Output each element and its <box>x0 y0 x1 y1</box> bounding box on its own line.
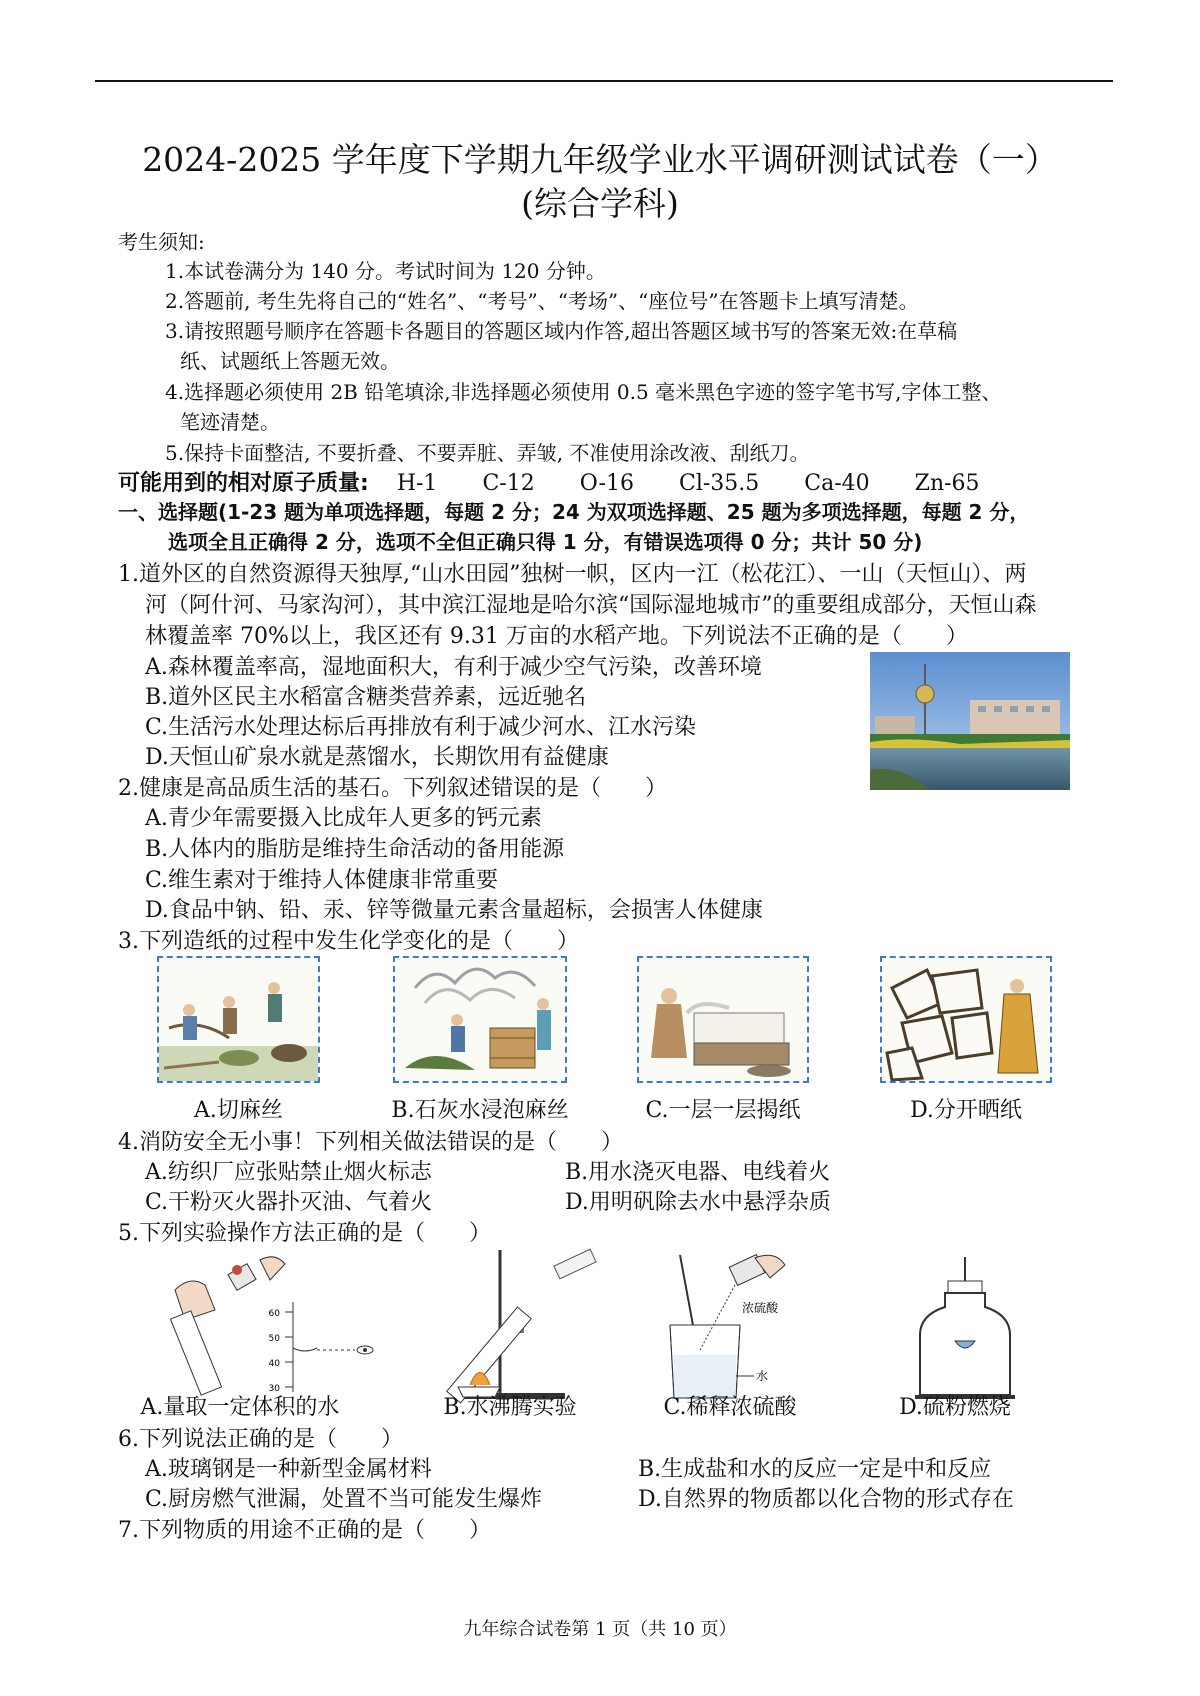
notice-item: 5.保持卡面整洁, 不要折叠、不要弄脏、弄皱, 不准使用涂改液、刮纸刀。 <box>165 441 810 465</box>
question-1-stem: 河（阿什河、马家沟河），其中滨江湿地是哈尔滨“国际湿地城市”的重要组成部分，天恒山森 <box>145 593 1037 618</box>
q3-caption-d: D.分开晒纸 <box>910 1098 1022 1123</box>
dilute-acid-image <box>660 1250 810 1405</box>
cylinder-tick: 30 <box>268 1384 280 1394</box>
question-2-option-b: B.人体内的脂肪是维持生命活动的备用能源 <box>145 837 565 862</box>
atomic-mass: O-16 <box>579 471 634 496</box>
wetland-city-photo <box>870 652 1070 790</box>
question-2-option-c: C.维生素对于维持人体健康非常重要 <box>145 868 499 893</box>
question-1-stem: 1.道外区的自然资源得天独厚,“山水田园”独树一帜，区内一江（松花江）、一山（天恒山）、两 <box>118 562 1027 587</box>
question-2-option-a: A.青少年需要摄入比成年人更多的钙元素 <box>145 806 542 831</box>
boiling-experiment-image <box>440 1245 610 1405</box>
atomic-mass: Cl-35.5 <box>678 471 760 496</box>
notice-item: 笔迹清楚。 <box>180 410 280 434</box>
notice-item: 纸、试题纸上答题无效。 <box>180 349 400 373</box>
cylinder-tick: 60 <box>268 1309 280 1319</box>
question-4-option-c: C.干粉灭火器扑灭油、气着火 <box>145 1190 433 1215</box>
notice-item: 3.请按照题号顺序在答题卡各题目的答题区域内作答,超出答题区域书写的答案无效:在草稿 <box>165 319 958 343</box>
atomic-mass: C-12 <box>482 471 535 496</box>
atomic-mass: Ca-40 <box>804 471 870 496</box>
question-1-stem: 林覆盖率 70%以上，我区还有 9.31 万亩的水稻产地。下列说法不正确的是（ ） <box>145 624 968 649</box>
atomic-masses <box>118 466 980 497</box>
question-5-stem: 5.下列实验操作方法正确的是（ ） <box>118 1221 491 1246</box>
papermaking-soaking-image <box>393 956 567 1083</box>
q5-caption-b: B.水沸腾实验 <box>443 1395 577 1420</box>
atomic-masses-label: 可能用到的相对原子质量: <box>118 471 369 496</box>
top-rule <box>95 80 1113 82</box>
question-6-stem: 6.下列说法正确的是（ ） <box>118 1427 403 1452</box>
notice-item: 2.答题前, 考生先将自己的“姓名”、“考号”、“考场”、“座位号”在答题卡上填写清楚。 <box>165 289 919 313</box>
q5-caption-d: D.硫粉燃烧 <box>899 1395 1011 1420</box>
papermaking-cutting-image <box>157 956 320 1083</box>
question-4-option-b: B.用水浇灭电器、电线着火 <box>565 1160 831 1185</box>
notice-item: 1.本试卷满分为 140 分。考试时间为 120 分钟。 <box>165 259 606 283</box>
atomic-mass: Zn-65 <box>914 471 980 496</box>
cylinder-tick: 50 <box>268 1334 280 1344</box>
notice-heading: 考生须知: <box>118 230 205 254</box>
question-2-option-d: D.食品中钠、铅、汞、锌等微量元素含量超标，会损害人体健康 <box>145 898 763 923</box>
question-4-option-a: A.纺织厂应张贴禁止烟火标志 <box>145 1160 432 1185</box>
section-heading: 一、选择题(1-23 题为单项选择题，每题 2 分；24 为双项选择题、25 题为多项选择题，每题 2 分， <box>118 500 1030 524</box>
question-1-option-c: C.生活污水处理达标后再排放有利于减少河水、江水污染 <box>145 715 697 740</box>
papermaking-drying-image <box>880 956 1052 1083</box>
atomic-mass: H-1 <box>396 471 438 496</box>
question-6-option-b: B.生成盐和水的反应一定是中和反应 <box>638 1457 992 1482</box>
label-concentrated-acid: 浓硫酸 <box>742 1301 779 1315</box>
sulfur-burning-image <box>910 1255 1020 1405</box>
cylinder-tick: 40 <box>268 1359 280 1369</box>
papermaking-peeling-image <box>637 956 809 1083</box>
q3-caption-b: B.石灰水浸泡麻丝 <box>391 1098 569 1123</box>
q5-caption-c: C.稀释浓硫酸 <box>663 1395 797 1420</box>
question-6-option-a: A.玻璃钢是一种新型金属材料 <box>145 1457 432 1482</box>
notice-item: 4.选择题必须使用 2B 铅笔填涂,非选择题必须使用 0.5 毫米黑色字迹的签字笔书写,字体工整、 <box>165 380 1002 404</box>
exam-title: 2024-2025 学年度下学期九年级学业水平调研测试试卷（一） <box>142 140 1058 179</box>
question-1-option-b: B.道外区民主水稻富含糖类营养素，远近驰名 <box>145 685 587 710</box>
page-footer: 九年综合试卷第 1 页（共 10 页） <box>463 1619 737 1640</box>
exam-subtitle: (综合学科) <box>521 184 679 223</box>
question-4-stem: 4.消防安全无小事！下列相关做法错误的是（ ） <box>118 1130 623 1155</box>
question-6-option-c: C.厨房燃气泄漏，处置不当可能发生爆炸 <box>145 1487 543 1512</box>
q5-caption-a: A.量取一定体积的水 <box>140 1395 340 1420</box>
question-1-option-d: D.天恒山矿泉水就是蒸馏水，长期饮用有益健康 <box>145 745 609 770</box>
question-7-stem: 7.下列物质的用途不正确的是（ ） <box>118 1518 491 1543</box>
question-3-stem: 3.下列造纸的过程中发生化学变化的是（ ） <box>118 929 579 954</box>
question-4-option-d: D.用明矾除去水中悬浮杂质 <box>565 1190 831 1215</box>
question-6-option-d: D.自然界的物质都以化合物的形式存在 <box>638 1487 1014 1512</box>
section-heading-cont: 选项全且正确得 2 分，选项不全但正确只得 1 分，有错误选项得 0 分；共计 50 分) <box>168 530 923 554</box>
q3-caption-c: C.一层一层揭纸 <box>645 1098 801 1123</box>
label-water: 水 <box>756 1369 769 1383</box>
q3-caption-a: A.切麻丝 <box>194 1098 283 1123</box>
question-2-stem: 2.健康是高品质生活的基石。下列叙述错误的是（ ） <box>118 776 667 801</box>
question-1-option-a: A.森林覆盖率高，湿地面积大，有利于减少空气污染，改善环境 <box>145 655 762 680</box>
measuring-cylinder-image <box>165 1250 380 1400</box>
